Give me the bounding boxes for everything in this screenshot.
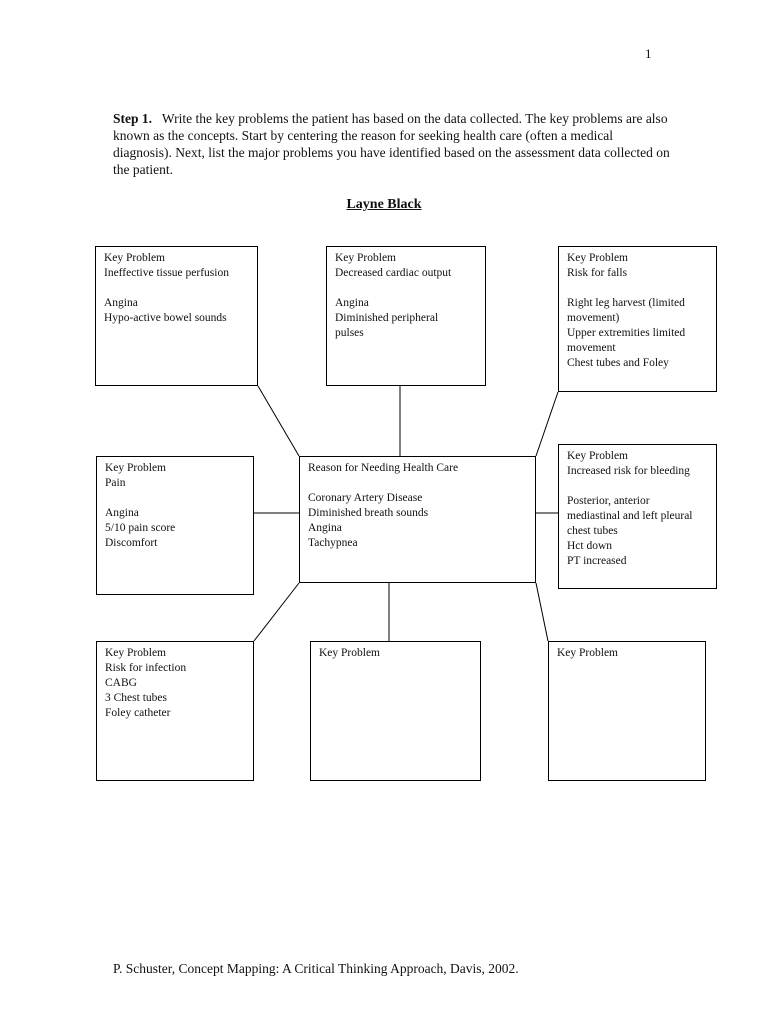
key-problem-box-top-left (95, 246, 258, 386)
box-line: Decreased cardiac output (335, 267, 452, 279)
box-heading: Key Problem (567, 252, 629, 264)
box-line: Chest tubes and Foley (567, 357, 669, 369)
connector-top-left (258, 386, 299, 456)
box-line (308, 476, 527, 491)
box-line: CABG (105, 677, 137, 689)
box-line: 3 Chest tubes (105, 692, 167, 704)
box-line: PT increased (567, 555, 627, 567)
box-line: pulses (335, 327, 364, 339)
box-line: movement) (567, 312, 620, 324)
box-line: Foley catheter (105, 707, 171, 719)
box-line: Diminished peripheral (335, 312, 439, 324)
box-line: Hypo-active bowel sounds (104, 312, 227, 324)
page-number: 1 (645, 46, 652, 61)
box-line: Posterior, anterior (567, 495, 650, 507)
box-line: mediastinal and left pleural (567, 510, 693, 522)
reason-for-care-box (299, 456, 536, 583)
box-line: Tachypnea (308, 537, 358, 549)
box-line: chest tubes (567, 525, 618, 537)
box-line: Discomfort (105, 537, 158, 549)
box-heading: Key Problem (105, 647, 167, 659)
box-heading: Reason for Needing Health Care (308, 462, 459, 474)
key-problem-box-bottom-left (96, 641, 254, 781)
patient-name: Layne Black (346, 197, 422, 212)
box-heading: Key Problem (319, 647, 381, 659)
box-line: Right leg harvest (limited (567, 297, 685, 309)
box-line: Pain (105, 477, 126, 489)
box-line: Angina (104, 297, 138, 309)
step-text: Write the key problems the patient has based on the data collected. The key problems are also known as the concepts. Start by centering the reason for seeking health care (often a medical diagnosis). Next, list the major problems you have identified based on the assessment data collected on the patient. (113, 111, 670, 177)
box-heading: Key Problem (567, 450, 629, 462)
box-line: Angina (308, 522, 342, 534)
box-line: Risk for infection (105, 662, 187, 674)
box-line (567, 281, 708, 296)
box-line: 5/10 pain score (105, 522, 176, 534)
box-line (104, 281, 249, 296)
citation: P. Schuster, Concept Mapping: A Critical Thinking Approach, Davis, 2002. (113, 961, 519, 976)
key-problem-box-top-right (558, 246, 717, 392)
connector-top-right (536, 392, 558, 456)
box-line: Upper extremities limited (567, 327, 686, 339)
box-line: Increased risk for bleeding (567, 465, 690, 477)
box-line (335, 281, 477, 296)
key-problem-box-bottom-right (548, 641, 706, 781)
box-line (105, 491, 245, 506)
box-heading: Key Problem (335, 252, 397, 264)
key-problem-box-top-middle (326, 246, 486, 386)
box-line: movement (567, 342, 616, 354)
box-heading: Key Problem (104, 252, 166, 264)
connector-bottom-left (254, 583, 299, 641)
box-line: Coronary Artery Disease (308, 492, 423, 504)
box-heading: Key Problem (557, 647, 619, 659)
box-line: Risk for falls (567, 267, 628, 279)
step-label: Step 1. (113, 111, 153, 126)
key-problem-box-bottom-middle (310, 641, 481, 781)
box-line: Diminished breath sounds (308, 507, 429, 519)
box-heading: Key Problem (105, 462, 167, 474)
key-problem-box-middle-right (558, 444, 717, 589)
box-line: Angina (335, 297, 369, 309)
box-line: Ineffective tissue perfusion (104, 267, 229, 279)
box-line: Hct down (567, 540, 613, 552)
box-line (567, 479, 708, 494)
connector-bottom-right (536, 583, 548, 641)
box-line: Angina (105, 507, 139, 519)
key-problem-box-middle-left (96, 456, 254, 595)
